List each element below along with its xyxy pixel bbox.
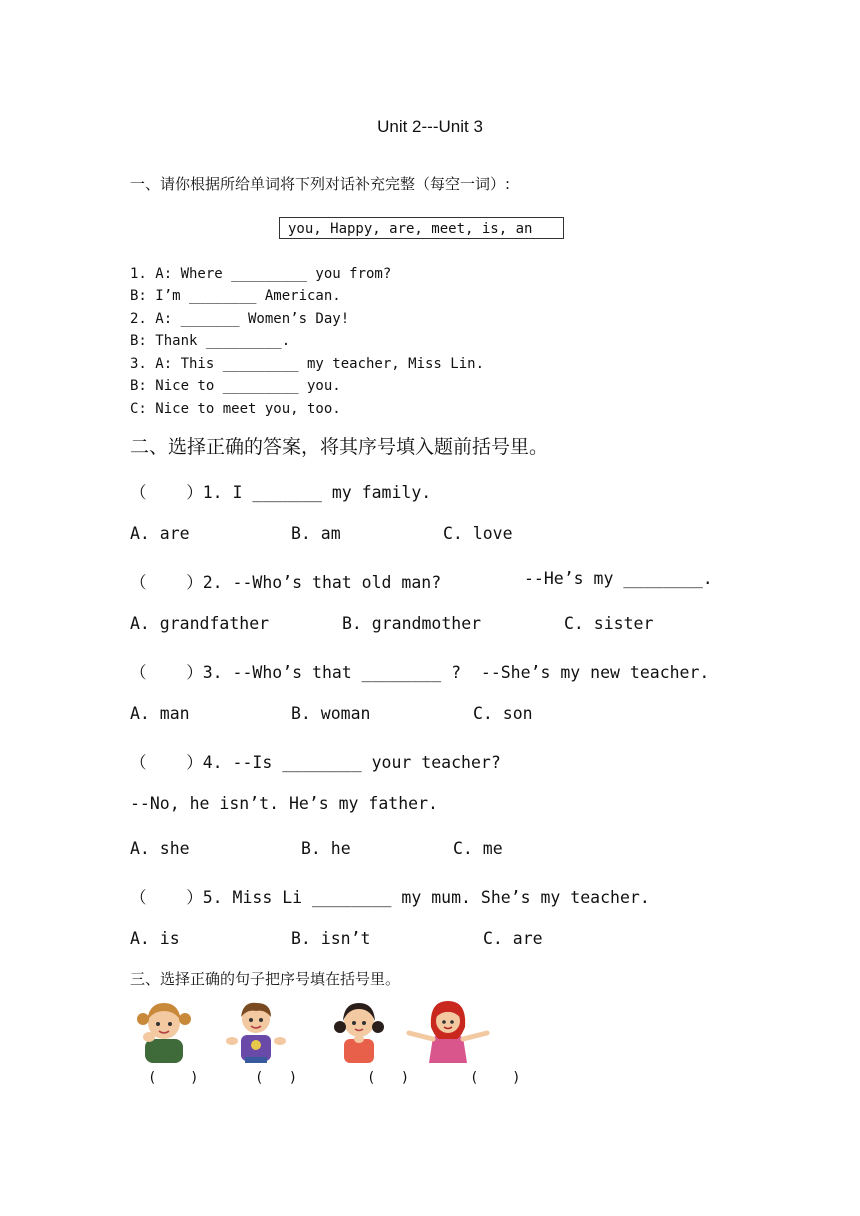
q5-option-a: A. is — [130, 929, 180, 948]
word-box: you, Happy, are, meet, is, an — [279, 217, 564, 239]
answer-paren: ( ) — [470, 1070, 521, 1086]
question-1: （ ）1. I _______ my family. — [130, 483, 432, 502]
girl-with-bows-icon — [326, 997, 392, 1063]
dialogue-line: B: Thank _________. — [130, 333, 291, 349]
dialogue-line: B: Nice to _________ you. — [130, 378, 341, 394]
q2-option-b: B. grandmother — [342, 614, 482, 633]
page-title: Unit 2---Unit 3 — [377, 117, 483, 136]
section3-heading: 三、选择正确的句子把序号填在括号里。 — [130, 970, 401, 988]
q4-option-c: C. me — [453, 839, 503, 858]
dialogue-line: 3. A: This _________ my teacher, Miss Lin. — [130, 356, 485, 372]
boy-waving-icon — [223, 997, 289, 1063]
q3-option-b: B. woman — [291, 704, 371, 723]
dialogue-line: 1. A: Where _________ you from? — [130, 266, 392, 282]
girl-with-pigtails-icon — [131, 997, 197, 1063]
q3-option-a: A. man — [130, 704, 190, 723]
q4-option-b: B. he — [301, 839, 351, 858]
q2-option-c: C. sister — [564, 614, 654, 633]
q1-option-c: C. love — [443, 524, 513, 543]
q2-option-a: A. grandfather — [130, 614, 270, 633]
q1-option-b: B. am — [291, 524, 341, 543]
question-3: （ ）3. --Who’s that ________ ? --She’s my new teacher. — [130, 663, 710, 682]
q5-option-b: B. isn’t — [291, 929, 371, 948]
answer-paren: ( ) — [148, 1070, 199, 1086]
question-4: （ ）4. --Is ________ your teacher? — [130, 753, 501, 772]
question-2: （ ）2. --Who’s that old man? — [130, 573, 442, 592]
q5-option-c: C. are — [483, 929, 543, 948]
answer-paren: ( ) — [255, 1070, 298, 1086]
q3-option-c: C. son — [473, 704, 533, 723]
q4-option-a: A. she — [130, 839, 190, 858]
dialogue-line: C: Nice to meet you, too. — [130, 401, 341, 417]
woman-red-hair-icon — [403, 997, 493, 1063]
question-5: （ ）5. Miss Li ________ my mum. She’s my teacher. — [130, 888, 650, 907]
dialogue-line: 2. A: _______ Women’s Day! — [130, 311, 350, 327]
q1-option-a: A. are — [130, 524, 190, 543]
dialogue-line: B: I’m ________ American. — [130, 288, 341, 304]
question-2-answer: --He’s my ________. — [524, 569, 713, 588]
section1-heading: 一、请你根据所给单词将下列对话补充完整（每空一词）: — [130, 175, 511, 193]
answer-paren: ( ) — [367, 1070, 410, 1086]
section2-heading: 二、选择正确的答案，将其序号填入题前括号里。 — [130, 436, 549, 458]
question-4-answer: --No, he isn’t. He’s my father. — [130, 794, 438, 813]
